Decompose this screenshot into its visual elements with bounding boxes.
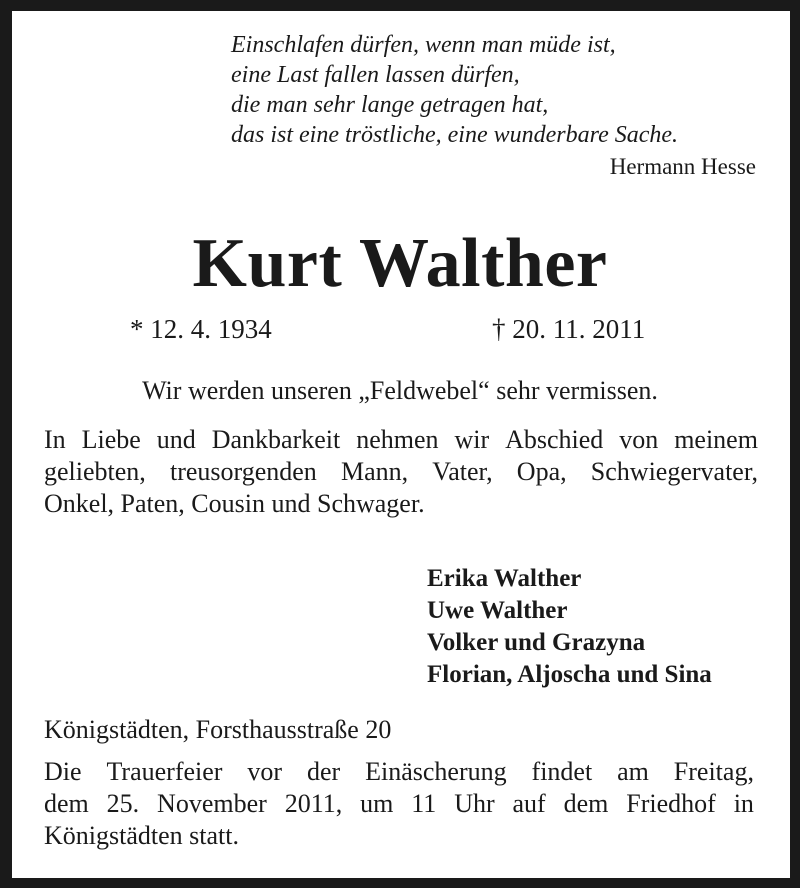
word: 2011, <box>284 789 343 818</box>
quote-line: die man sehr lange getragen hat, <box>231 92 549 118</box>
word: von <box>619 425 659 454</box>
word: Liebe <box>81 425 141 454</box>
farewell-line <box>44 456 758 488</box>
word: der <box>306 757 341 786</box>
word: nehmen <box>356 425 439 454</box>
word: Schwiegervater, <box>590 457 758 486</box>
word: auf <box>512 789 546 818</box>
word: treusorgenden <box>169 457 317 486</box>
motto: Wir werden unseren „Feldwebel“ sehr vermissen. <box>142 376 658 405</box>
quote <box>231 30 756 150</box>
word: um <box>360 789 394 818</box>
word: vor <box>247 757 283 786</box>
word: Opa, <box>516 457 567 486</box>
word: und <box>156 425 196 454</box>
quote-author: Hermann Hesse <box>609 154 756 179</box>
quote-line: das ist eine tröstliche, eine wunderbare Sache. <box>231 122 679 148</box>
word: Vater, <box>432 457 493 486</box>
word: November <box>157 789 267 818</box>
mourner-name: Volker und Grazyna <box>427 629 646 656</box>
ceremony-line: Königstädten statt. <box>44 821 239 850</box>
word: geliebten, <box>44 457 146 486</box>
quote-line: eine Last fallen lassen dürfen, <box>231 62 520 88</box>
word: Friedhof <box>626 789 716 818</box>
word: Freitag, <box>673 757 754 786</box>
word: dem <box>563 789 609 818</box>
word: Dankbarkeit <box>211 425 341 454</box>
ceremony-line <box>44 788 754 820</box>
word: Die <box>44 757 82 786</box>
mourners-list <box>427 563 712 691</box>
word: wir <box>454 425 490 454</box>
word: Trauerfeier <box>106 757 223 786</box>
word: in <box>733 789 754 818</box>
word: Mann, <box>340 457 409 486</box>
death-date: † 20. 11. 2011 <box>492 314 646 344</box>
word: 11 <box>411 789 437 818</box>
word: meinem <box>674 425 758 454</box>
word: dem <box>44 789 89 818</box>
farewell-line <box>44 424 758 456</box>
word: 25. <box>106 789 140 818</box>
birth-date: * 12. 4. 1934 <box>130 314 272 344</box>
word: Einäscherung <box>365 757 507 786</box>
mourner-name: Florian, Aljoscha und Sina <box>427 661 712 688</box>
word: am <box>617 757 649 786</box>
deceased-name: Kurt Walther <box>192 225 608 302</box>
word: In <box>44 425 66 454</box>
mourner-name: Uwe Walther <box>427 597 568 624</box>
word: Uhr <box>454 789 495 818</box>
mourner-name: Erika Walther <box>427 565 582 592</box>
ceremony-text <box>44 756 754 852</box>
word: Abschied <box>505 425 604 454</box>
quote-line: Einschlafen dürfen, wenn man müde ist, <box>231 32 616 58</box>
farewell-text <box>44 424 758 520</box>
word: findet <box>531 757 593 786</box>
ceremony-line <box>44 756 754 788</box>
farewell-line: Onkel, Paten, Cousin und Schwager. <box>44 489 425 518</box>
address: Königstädten, Forsthausstraße 20 <box>44 715 392 744</box>
